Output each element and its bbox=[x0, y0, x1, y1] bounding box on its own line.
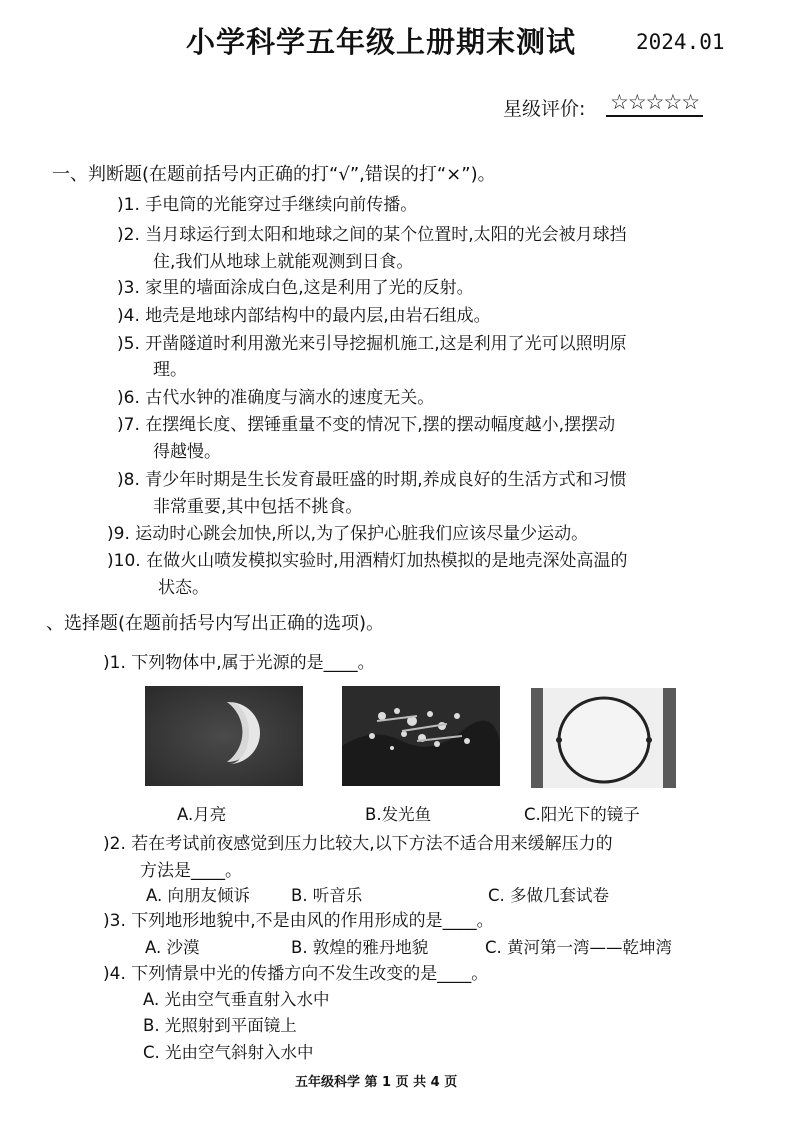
item-number: )5. bbox=[117, 334, 140, 354]
item-number: )2. bbox=[117, 225, 140, 245]
judge-item-2 bbox=[117, 220, 627, 245]
rating-stars-icon: ☆☆☆☆☆ bbox=[606, 90, 703, 117]
item-text: 古代水钟的准确度与滴水的速度无关。 bbox=[145, 388, 435, 408]
item-number: )4. bbox=[117, 306, 140, 326]
judge-item-7 bbox=[117, 410, 615, 435]
q3-option-c: C. 黄河第一湾——乾坤湾 bbox=[485, 938, 673, 957]
mirror-image bbox=[531, 688, 676, 788]
item-text: 青少年时期是生长发育最旺盛的时期,养成良好的生活方式和习惯 bbox=[145, 470, 627, 490]
q4-option-a: A. 光由空气垂直射入水中 bbox=[143, 990, 330, 1009]
item-number: )1. bbox=[103, 653, 126, 673]
item-number: )7. bbox=[117, 415, 140, 435]
choice-question-2 bbox=[103, 829, 613, 854]
item-text: 若在考试前夜感觉到压力比较大,以下方法不适合用来缓解压力的 bbox=[131, 834, 613, 854]
item-number: )10. bbox=[107, 551, 141, 571]
page-title: 小学科学五年级上册期末测试 bbox=[186, 25, 577, 59]
section1-heading: 一、判断题(在题前括号内正确的打“√”,错误的打“×”)。 bbox=[52, 164, 496, 185]
item-text: 在做火山喷发模拟实验时,用酒精灯加热模拟的是地壳深处高温的 bbox=[146, 551, 628, 571]
item-text: 下列物体中,属于光源的是____。 bbox=[131, 653, 375, 673]
judge-item-4 bbox=[117, 301, 491, 326]
q3-option-a: A. 沙漠 bbox=[145, 938, 200, 957]
item-text: 下列情景中光的传播方向不发生改变的是____。 bbox=[131, 964, 489, 984]
image-caption-a: A.月亮 bbox=[177, 805, 227, 824]
judge-item-1 bbox=[117, 190, 417, 215]
item-number: )2. bbox=[103, 834, 126, 854]
judge-item-2-cont: 住,我们从地球上就能观测到日食。 bbox=[153, 252, 414, 272]
section2-heading: 、选择题(在题前括号内写出正确的选项)。 bbox=[46, 613, 385, 634]
item-text: 开凿隧道时利用激光来引导挖掘机施工,这是利用了光可以照明原 bbox=[145, 334, 627, 354]
judge-item-10 bbox=[107, 546, 627, 571]
item-text: 下列地形地貌中,不是由风的作用形成的是____。 bbox=[131, 911, 494, 931]
judge-item-8 bbox=[117, 465, 627, 490]
item-text: 当月球运行到太阳和地球之间的某个位置时,太阳的光会被月球挡 bbox=[145, 225, 627, 245]
judge-item-10-cont: 状态。 bbox=[158, 578, 209, 598]
judge-item-5-cont: 理。 bbox=[153, 360, 187, 380]
choice-question-3 bbox=[103, 906, 494, 931]
q4-option-b: B. 光照射到平面镜上 bbox=[143, 1016, 297, 1035]
choice-question-1 bbox=[103, 648, 375, 673]
item-number: )3. bbox=[103, 911, 126, 931]
judge-item-9 bbox=[107, 519, 588, 544]
item-text: 手电筒的光能穿过手继续向前传播。 bbox=[145, 195, 418, 215]
item-text: 运动时心跳会加快,所以,为了保护心脏我们应该尽量少运动。 bbox=[135, 524, 589, 544]
item-number: )6. bbox=[117, 388, 140, 408]
item-text: 地壳是地球内部结构中的最内层,由岩石组成。 bbox=[145, 306, 491, 326]
rating-label: 星级评价: bbox=[503, 98, 586, 120]
judge-item-3 bbox=[117, 273, 474, 298]
choice-question-2-cont: 方法是____。 bbox=[140, 861, 242, 881]
choice-question-4 bbox=[103, 959, 488, 984]
item-number: )8. bbox=[117, 470, 140, 490]
q2-option-a: A. 向朋友倾诉 bbox=[146, 886, 250, 905]
exam-date: 2024.01 bbox=[636, 30, 725, 54]
q2-option-b: B. 听音乐 bbox=[291, 886, 363, 905]
judge-item-7-cont: 得越慢。 bbox=[153, 442, 221, 462]
moon-image bbox=[145, 686, 303, 786]
item-text: 在摆绳长度、摆锤重量不变的情况下,摆的摆动幅度越小,摆摆动 bbox=[145, 415, 616, 435]
judge-item-8-cont: 非常重要,其中包括不挑食。 bbox=[153, 497, 363, 517]
q4-option-c: C. 光由空气斜射入水中 bbox=[143, 1043, 314, 1062]
image-caption-c: C.阳光下的镜子 bbox=[524, 805, 640, 824]
q2-option-c: C. 多做几套试卷 bbox=[488, 886, 610, 905]
page-footer: 五年级科学 第 1 页 共 4 页 bbox=[295, 1075, 458, 1090]
image-caption-b: B.发光鱼 bbox=[365, 805, 432, 824]
item-number: )4. bbox=[103, 964, 126, 984]
judge-item-5 bbox=[117, 329, 627, 354]
glowing-fish-image bbox=[342, 686, 500, 786]
item-number: )9. bbox=[107, 524, 130, 544]
q3-option-b: B. 敦煌的雅丹地貌 bbox=[291, 938, 429, 957]
judge-item-6 bbox=[117, 383, 434, 408]
item-number: )1. bbox=[117, 195, 140, 215]
item-text: 家里的墙面涂成白色,这是利用了光的反射。 bbox=[145, 278, 474, 298]
item-number: )3. bbox=[117, 278, 140, 298]
